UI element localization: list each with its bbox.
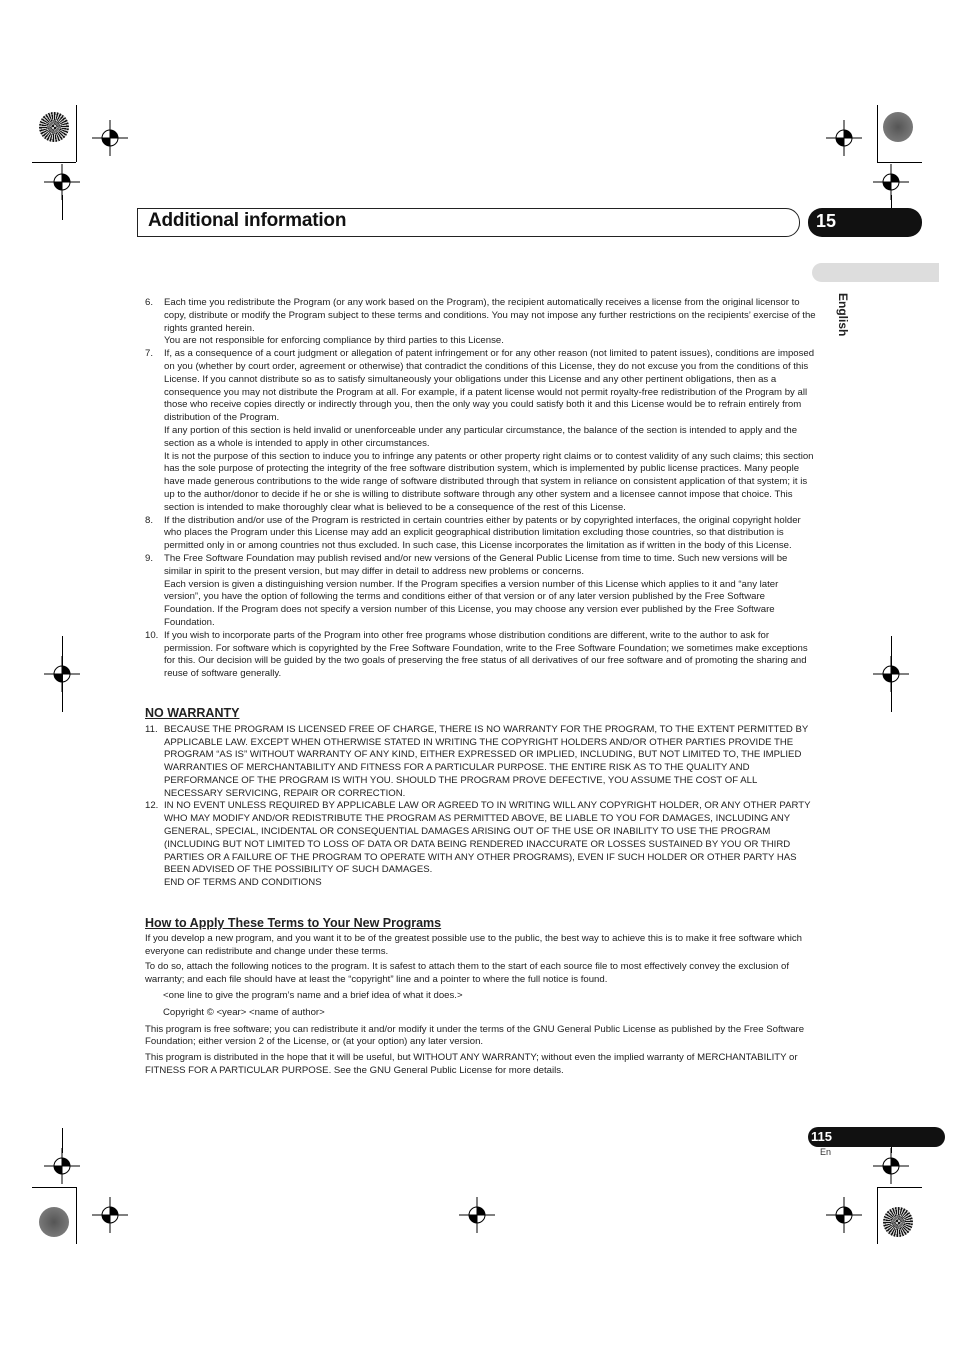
clause-number: 7. [145, 348, 154, 360]
crop-line [62, 1128, 63, 1153]
clause-body [164, 800, 817, 890]
clause-paragraph: If the distribution and/or use of the Program is restricted in certain countries either by patents or by copyrighted interfaces, the original copyright holder who places the Program under this License may add an explicit geographical distribution limitation excluding those countries, so that distribution is permitted only in or among countries not thus excluded. In such case, this License incorporates the limitation as if written in the body of this License. [164, 514, 801, 552]
clause-paragraph: END OF TERMS AND CONDITIONS [164, 877, 322, 889]
clause-number: 6. [145, 297, 154, 308]
clause-paragraph: The Free Software Foundation may publish revised and/or new versions of the General Public License from time to time. Such new versions will be similar in spirit to the present version, but may differ in detail to address new problems or concerns. [164, 552, 788, 577]
crop-line [32, 1187, 76, 1188]
copyright-line: Copyright © <year> <name of author> [163, 1006, 325, 1018]
clause-paragraph: IN NO EVENT UNLESS REQUIRED BY APPLICABLE LAW OR AGREED TO IN WRITING WILL ANY COPYRIGHT HOLDER, OR ANY OTHER PARTY WHO MAY MODIFY AND/OR REDISTRIBUTE THE PROGRAM AS PERMITTED ABOVE, BE LIABLE TO YOU FOR DAMAGES, INCLUDING ANY GENERAL, SPECIAL, INCIDENTAL OR CONSEQUENTIAL DAMAGES ARISING OUT OF THE USE OR INABILITY TO USE THE PROGRAM (INCLUDING BUT NOT LIMITED TO LOSS OF DATA OR DATA BEING RENDERED INACCURATE OR LOSSES SUSTAINED BY YOU OR THIRD PARTIES OR A FAILURE OF THE PROGRAM TO OPERATE WITH ANY OTHER PROGRAMS), EVEN IF SUCH HOLDER OR OTHER PARTY HAS BEEN ADVISED OF THE POSSIBILITY OF SUCH DAMAGES. [164, 800, 811, 876]
crop-line [891, 636, 892, 712]
crop-line [877, 162, 922, 163]
registration-starburst-icon [883, 112, 913, 142]
notice-line: <one line to give the program’s name and a brief idea of what it does.> [163, 990, 463, 1002]
crop-line [877, 105, 878, 162]
crosshair-icon [92, 120, 128, 156]
clause-item [145, 630, 817, 681]
crop-line [877, 1187, 878, 1244]
clause-item [145, 800, 817, 890]
clause-item [145, 553, 817, 630]
license-text [145, 297, 817, 1081]
clause-body [164, 515, 817, 553]
clause-paragraph: Each time you redistribute the Program (or any work based on the Program), the recipient automatically receives a license from the original licensor to copy, distribute or modify the Program subject to these terms and conditions. You may not impose any further restrictions on the recipients’ exercise of the rights granted herein. [164, 297, 816, 334]
language-tab [812, 263, 939, 282]
clause-body [164, 553, 817, 630]
clause-paragraph: If, as a consequence of a court judgment or allegation of patent infringement or for any other reason (not limited to patent issues), conditions are imposed on you (whether by court order, agreement or otherwise) that contradict the conditions of this License, they do not excuse you from the conditions of this License. If you cannot distribute so as to satisfy simultaneously your obligations under this License and any other pertinent obligations, then as a consequence you may not distribute the Program at all. For example, if a patent license would not permit royalty-free redistribution of the Program by all those who receive copies directly or indirectly through you, then the only way you could satisfy both it and this License would be to refrain entirely from distribution of the Program. [164, 348, 815, 424]
clause-number: 11. [145, 723, 158, 735]
how-to-apply-heading: How to Apply These Terms to Your New Programs [145, 916, 442, 931]
warranty-clauses [145, 724, 817, 890]
crosshair-icon [826, 1197, 862, 1233]
registration-starburst-icon [39, 112, 69, 142]
clause-item [145, 348, 817, 514]
clause-body [164, 724, 817, 801]
crosshair-icon [44, 1148, 80, 1184]
paragraph: This program is distributed in the hope that it will be useful, but WITHOUT ANY WARRANTY; without even the implied warranty of MERCHANTABILITY or FITNESS FOR A PARTICULAR PURPOSE. See the GNU General Public License for more details. [145, 1052, 798, 1077]
crosshair-icon [459, 1197, 495, 1233]
crosshair-icon [873, 1148, 909, 1184]
registration-starburst-icon [883, 1207, 913, 1237]
clause-body [164, 630, 817, 681]
section-title: Additional information [148, 210, 347, 231]
no-warranty-heading: NO WARRANTY [145, 705, 240, 720]
language-label: English [836, 293, 850, 337]
clause-paragraph: If any portion of this section is held invalid or unenforceable under any particular circumstance, the balance of the section is intended to apply and the section as a whole is intended to apply in other circumstances. [164, 424, 798, 449]
clause-number: 9. [145, 552, 154, 564]
crop-line [62, 636, 63, 712]
license-clauses [145, 297, 817, 681]
clause-paragraph: It is not the purpose of this section to induce you to infringe any patents or other property right claims or to contest validity of any such claims; this section has the sole purpose of protecting the integrity of the free software distribution system, which is implemented by public license practices. Many people have made generous contributions to the wide range of software distributed through that system in reliance on consistent application of that system; it is up to the author/donor to decide if he or she is willing to distribute software through any other system and a licensee cannot impose that choice. This section is intended to make thoroughly clear what is believed to be a consequence of the rest of this License. [164, 450, 814, 513]
clause-item [145, 515, 817, 553]
clause-number: 12. [145, 800, 159, 812]
clause-body [164, 348, 817, 514]
crosshair-icon [92, 1197, 128, 1233]
paragraph: To do so, attach the following notices to the program. It is safest to attach them to the start of each source file to most effectively convey the exclusion of warranty; and each file should have at least the “copyright” line and a pointer to where the full notice is found. [145, 961, 790, 986]
chapter-number: 15 [816, 211, 837, 231]
crop-line [32, 162, 76, 163]
paragraph: If you develop a new program, and you want it to be of the greatest possible use to the public, the best way to achieve this is to make it free software which everyone can redistribute and change under these terms. [145, 932, 803, 957]
page-number: 115 [811, 1129, 832, 1144]
clause-paragraph: BECAUSE THE PROGRAM IS LICENSED FREE OF CHARGE, THERE IS NO WARRANTY FOR THE PROGRAM, TO THE EXTENT PERMITTED BY APPLICABLE LAW. EXCEPT WHEN OTHERWISE STATED IN WRITING THE COPYRIGHT HOLDERS AND/OR OTHER PARTIES PROVIDE THE PROGRAM “AS IS” WITHOUT WARRANTY OF ANY KIND, EITHER EXPRESSED OR IMPLIED, INCLUDING, BUT NOT LIMITED TO, THE IMPLIED WARRANTIES OF MERCHANTABILITY AND FITNESS FOR A PARTICULAR PURPOSE. THE ENTIRE RISK AS TO THE QUALITY AND PERFORMANCE OF THE PROGRAM IS WITH YOU. SHOULD THE PROGRAM PROVE DEFECTIVE, YOU ASSUME THE COST OF ALL NECESSARY SERVICING, REPAIR OR CORRECTION. [164, 723, 809, 799]
clause-number: 8. [145, 514, 154, 526]
clause-paragraph: Each version is given a distinguishing version number. If the Program specifies a version number of this License which applies to it and “any later version”, you have the option of following the terms and conditions either of that version or of any later version published by the Free Software Foundation. If the Program does not specify a version number of this License, you may choose any version ever published by the Free Software Foundation. [164, 578, 779, 628]
clause-paragraph: You are not responsible for enforcing compliance by third parties to this License. [164, 335, 504, 347]
crosshair-icon [826, 120, 862, 156]
crop-line [62, 195, 63, 220]
clause-paragraph: If you wish to incorporate parts of the Program into other free programs whose distribution conditions are different, write to the author to ask for permission. For software which is copyrighted by the Free Software Foundation, write to the Free Software Foundation; we sometimes make exceptions for this. Our decision will be guided by the two goals of preserving the free status of all derivatives of our free software and of promoting the sharing and reuse of software generally. [164, 629, 808, 680]
page-language-code: En [820, 1147, 832, 1157]
clause-body [164, 297, 817, 348]
clause-item [145, 724, 817, 801]
registration-starburst-icon [39, 1207, 69, 1237]
paragraph: This program is free software; you can redistribute it and/or modify it under the terms of the GNU General Public License as published by the Free Software Foundation; either version 2 of the License, or (at your option) any later version. [145, 1023, 805, 1048]
clause-number: 10. [145, 629, 159, 641]
crop-line [877, 1187, 922, 1188]
clause-item [145, 297, 817, 348]
crop-line [76, 105, 77, 162]
crop-line [76, 1187, 77, 1244]
